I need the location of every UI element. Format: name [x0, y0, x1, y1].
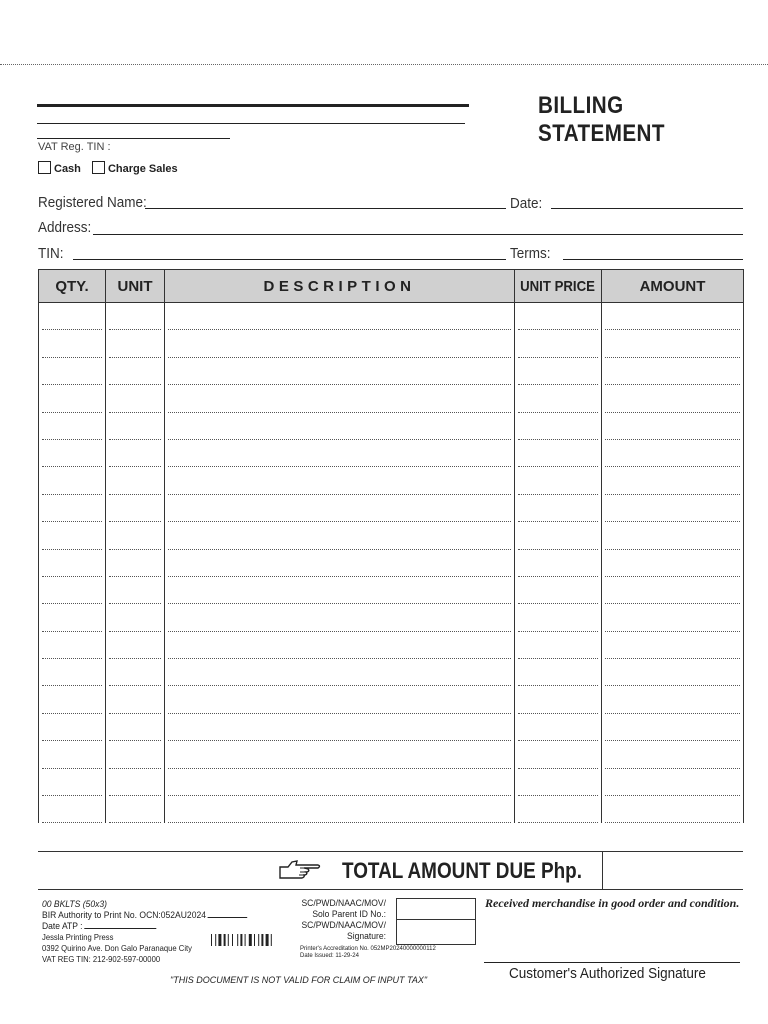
accreditation-text: Printer's Accreditation No. 052MP20240000000112 [300, 946, 436, 952]
cell-unit[interactable] [106, 385, 165, 412]
table-row [39, 659, 744, 686]
table-row [39, 495, 744, 522]
cell-description[interactable] [165, 550, 515, 577]
table-row [39, 577, 744, 604]
tin-label: TIN: [38, 245, 64, 262]
cell-unit-price[interactable] [515, 577, 602, 604]
cell-qty[interactable] [39, 385, 106, 412]
cell-description[interactable] [165, 659, 515, 686]
table-row [39, 632, 744, 659]
cell-description[interactable] [165, 440, 515, 467]
cell-amount[interactable] [602, 358, 744, 385]
cell-amount[interactable] [602, 330, 744, 357]
cell-description[interactable] [165, 358, 515, 385]
signature-box[interactable] [396, 919, 476, 945]
signature-label: Signature: [347, 931, 386, 942]
solo-parent-label: Solo Parent ID No.: [312, 909, 386, 920]
cell-unit[interactable] [106, 550, 165, 577]
pointing-hand-icon [278, 858, 324, 887]
cell-unit[interactable] [106, 522, 165, 549]
cell-amount[interactable] [602, 632, 744, 659]
cell-qty[interactable] [39, 550, 106, 577]
cell-unit[interactable] [106, 495, 165, 522]
cell-amount[interactable] [602, 522, 744, 549]
cell-unit-price[interactable] [515, 495, 602, 522]
cell-unit[interactable] [106, 769, 165, 796]
printer-tin: VAT REG TIN: 212-902-597-00000 [42, 954, 161, 964]
cell-qty[interactable] [39, 796, 106, 823]
cell-unit-price[interactable] [515, 522, 602, 549]
cash-label: Cash [54, 163, 81, 175]
cell-amount[interactable] [602, 550, 744, 577]
cell-unit-price[interactable] [515, 550, 602, 577]
cell-unit-price[interactable] [515, 604, 602, 631]
cell-qty[interactable] [39, 659, 106, 686]
cell-qty[interactable] [39, 330, 106, 357]
cell-amount[interactable] [602, 413, 744, 440]
cell-unit[interactable] [106, 467, 165, 494]
barcode-icon [211, 933, 281, 951]
table-row [39, 796, 744, 823]
cell-qty[interactable] [39, 303, 106, 331]
cell-qty[interactable] [39, 769, 106, 796]
charge-sales-checkbox[interactable] [92, 163, 178, 175]
cell-description[interactable] [165, 686, 515, 713]
table-row [39, 604, 744, 631]
col-unit-price: UNIT PRICE [515, 270, 602, 303]
table-row [39, 303, 744, 331]
cell-description[interactable] [165, 330, 515, 357]
registered-name-field[interactable] [145, 208, 506, 209]
cell-unit-price[interactable] [515, 413, 602, 440]
business-address-line [37, 123, 465, 124]
cell-qty[interactable] [39, 577, 106, 604]
table-row [39, 522, 744, 549]
cell-unit-price[interactable] [515, 714, 602, 741]
booklets-text: 00 BKLTS (50x3) [42, 899, 107, 910]
not-valid-notice: "THIS DOCUMENT IS NOT VALID FOR CLAIM OF INPUT TAX" [170, 975, 428, 985]
cell-qty[interactable] [39, 686, 106, 713]
cell-qty[interactable] [39, 440, 106, 467]
perforation-line [0, 64, 768, 65]
table-row [39, 440, 744, 467]
cell-description[interactable] [165, 714, 515, 741]
items-table [38, 269, 744, 823]
checkbox-icon [38, 161, 51, 174]
cell-amount[interactable] [602, 741, 744, 768]
address-field[interactable] [93, 234, 743, 235]
cell-unit[interactable] [106, 659, 165, 686]
cell-unit-price[interactable] [515, 632, 602, 659]
cell-qty[interactable] [39, 741, 106, 768]
accreditation-info [300, 946, 436, 960]
cell-qty[interactable] [39, 604, 106, 631]
cell-amount[interactable] [602, 577, 744, 604]
cell-qty[interactable] [39, 714, 106, 741]
cell-amount[interactable] [602, 796, 744, 823]
total-amount-label: TOTAL AMOUNT DUE Php. [342, 858, 582, 883]
received-merchandise-text: Received merchandise in good order and condition. [485, 896, 740, 910]
address-label: Address: [38, 219, 92, 236]
table-row [39, 714, 744, 741]
terms-field[interactable] [563, 259, 743, 260]
cell-amount[interactable] [602, 495, 744, 522]
cell-amount[interactable] [602, 467, 744, 494]
cell-description[interactable] [165, 577, 515, 604]
cell-unit[interactable] [106, 577, 165, 604]
date-atp-text: Date ATP : [42, 921, 83, 932]
table-header-row [39, 270, 744, 303]
col-qty: QTY. [39, 270, 106, 303]
customer-signature-line[interactable] [484, 962, 740, 963]
cell-amount[interactable] [602, 303, 744, 331]
cell-unit[interactable] [106, 413, 165, 440]
cell-unit[interactable] [106, 358, 165, 385]
col-amount: AMOUNT [602, 270, 744, 303]
business-name-line [37, 104, 469, 107]
cell-qty[interactable] [39, 413, 106, 440]
cell-unit-price[interactable] [515, 385, 602, 412]
cell-amount[interactable] [602, 714, 744, 741]
cell-unit[interactable] [106, 303, 165, 331]
cell-unit-price[interactable] [515, 741, 602, 768]
cell-unit[interactable] [106, 714, 165, 741]
footer-printer-info [42, 899, 247, 965]
cell-unit[interactable] [106, 330, 165, 357]
cell-amount[interactable] [602, 604, 744, 631]
cell-unit-price[interactable] [515, 659, 602, 686]
printer-name: Jessla Printing Press [42, 932, 114, 942]
cell-description[interactable] [165, 604, 515, 631]
cell-description[interactable] [165, 769, 515, 796]
cell-description[interactable] [165, 632, 515, 659]
table-row [39, 550, 744, 577]
total-amount-field[interactable] [604, 853, 742, 887]
date-atp-row [42, 921, 247, 932]
col-unit: UNIT [106, 270, 165, 303]
date-atp-line [84, 928, 156, 929]
cell-description[interactable] [165, 385, 515, 412]
tin-field[interactable] [73, 259, 506, 260]
cell-amount[interactable] [602, 440, 744, 467]
charge-sales-label: Charge Sales [107, 163, 178, 175]
cell-unit[interactable] [106, 741, 165, 768]
table-row [39, 358, 744, 385]
cell-qty[interactable] [39, 358, 106, 385]
cell-description[interactable] [165, 741, 515, 768]
cell-description[interactable] [165, 467, 515, 494]
cell-qty[interactable] [39, 632, 106, 659]
cell-qty[interactable] [39, 495, 106, 522]
cell-unit-price[interactable] [515, 330, 602, 357]
page-title: BILLING STATEMENT [538, 92, 665, 147]
business-extra-line [37, 138, 230, 139]
date-label: Date: [510, 195, 543, 212]
cell-unit-price[interactable] [515, 686, 602, 713]
authority-text: BIR Authority to Print No. OCN:052AU2024 [42, 910, 206, 921]
authority-line [208, 917, 248, 918]
cell-description[interactable] [165, 495, 515, 522]
checkbox-icon [92, 161, 105, 174]
table-row [39, 467, 744, 494]
terms-label: Terms: [510, 245, 551, 262]
cell-unit-price[interactable] [515, 796, 602, 823]
registered-name-label: Registered Name: [38, 194, 147, 211]
cell-qty[interactable] [39, 522, 106, 549]
cell-amount[interactable] [602, 385, 744, 412]
date-issued-text: Date Issued: 11-29-24 [300, 953, 359, 959]
cash-checkbox[interactable] [38, 163, 81, 175]
table-row [39, 769, 744, 796]
cell-amount[interactable] [602, 769, 744, 796]
table-row [39, 686, 744, 713]
cell-amount[interactable] [602, 659, 744, 686]
cell-unit[interactable] [106, 796, 165, 823]
cell-unit[interactable] [106, 686, 165, 713]
table-row [39, 385, 744, 412]
authority-row [42, 910, 247, 921]
vat-reg-tin-label: VAT Reg. TIN : [38, 141, 111, 153]
cell-qty[interactable] [39, 467, 106, 494]
sc-pwd-label-2: SC/PWD/NAAC/MOV/ [301, 920, 386, 931]
sc-pwd-id-box[interactable] [396, 898, 476, 920]
printer-address: 0392 Quirino Ave. Don Galo Paranaque City [42, 943, 192, 953]
total-divider [602, 851, 603, 889]
cell-description[interactable] [165, 303, 515, 331]
payment-type [38, 161, 178, 175]
table-row [39, 413, 744, 440]
cell-amount[interactable] [602, 686, 744, 713]
cell-unit-price[interactable] [515, 440, 602, 467]
date-field[interactable] [551, 208, 743, 209]
col-description: DESCRIPTION [165, 270, 515, 303]
cell-unit[interactable] [106, 632, 165, 659]
table-row [39, 330, 744, 357]
customer-signature-label: Customer's Authorized Signature [509, 965, 706, 982]
cell-unit[interactable] [106, 440, 165, 467]
cell-unit-price[interactable] [515, 769, 602, 796]
cell-description[interactable] [165, 796, 515, 823]
sc-pwd-label-1: SC/PWD/NAAC/MOV/ [301, 898, 386, 909]
table-row [39, 741, 744, 768]
cell-unit[interactable] [106, 604, 165, 631]
cell-unit-price[interactable] [515, 467, 602, 494]
cell-description[interactable] [165, 413, 515, 440]
cell-description[interactable] [165, 522, 515, 549]
cell-unit-price[interactable] [515, 303, 602, 331]
sc-pwd-labels [287, 898, 386, 942]
cell-unit-price[interactable] [515, 358, 602, 385]
